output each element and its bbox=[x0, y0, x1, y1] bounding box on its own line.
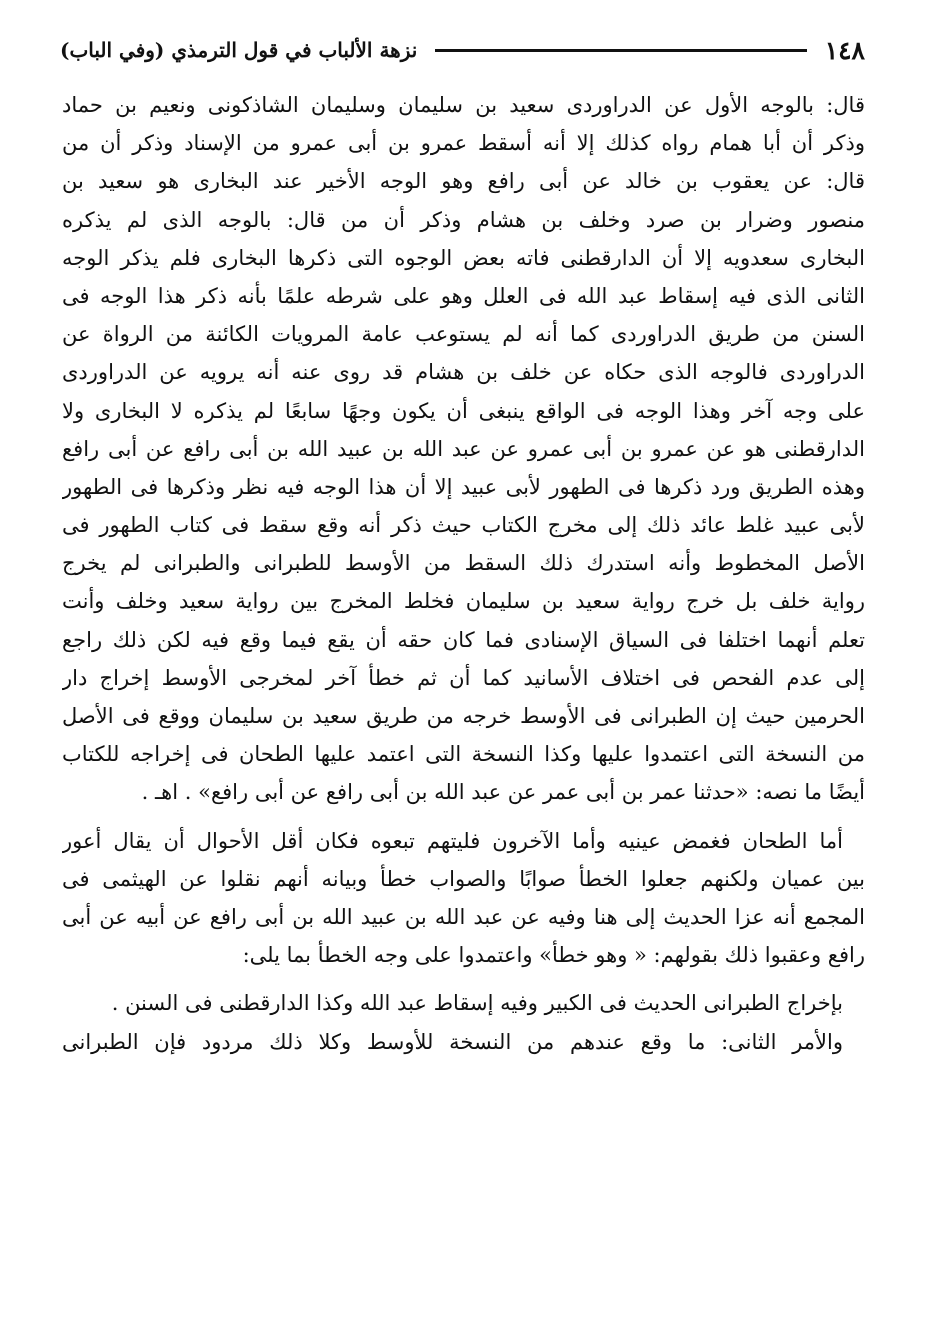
text-line: رواية خلف بل خرج رواية سعيد بن سليمان فخلط المخرج بين رواية سعيد وخلف وأنت bbox=[62, 589, 865, 614]
text-line: منصور وضرار بن صرد وخلف بن هشام وذكر أن من قال: بالوجه الذى لم يذكره bbox=[62, 207, 865, 232]
text-line: أيضًا ما نصه: «حدثنا عمر بن أبى عمر عن عبد الله بن أبى رافع عن أبى رافع» . اهـ . bbox=[141, 780, 865, 805]
text-line: من النسخة التى اعتمدوا عليها وكذا النسخة التى اعتمد عليها الطحان فى إخراجه للكتاب bbox=[62, 742, 865, 767]
paragraph-4 bbox=[62, 1023, 865, 1061]
text-line: لأبى عبيد غلط عائد ذلك إلى مخرج الكتاب حيث ذكر أنه وقع سقط فى كتاب الطهور فى bbox=[62, 513, 865, 538]
text-line: أما الطحان فغمض عينيه وأما الآخرون فليتهم تبعوه فكان أقل الأحوال أن يقال أعور bbox=[62, 828, 843, 853]
body-text bbox=[62, 86, 865, 1061]
running-title: نزهة الألباب في قول الترمذي (وفي الباب) bbox=[60, 38, 418, 62]
paragraph-gap bbox=[62, 812, 865, 822]
text-line: الثانى الذى فيه إسقاط عبد الله فى العلل وهو على شرطه علمًا بأنه ذكر هذا الوجه فى bbox=[62, 283, 865, 308]
header-rule bbox=[435, 49, 806, 52]
text-line: السنن من طريق الدراوردى كما أنه لم يستوعب عامة المرويات الكائنة من الرواة عن bbox=[62, 322, 865, 347]
text-line: على وجه آخر وهذا الوجه فى الواقع ينبغى أن يكون وجهًا سابعًا لم يذكره لا البخارى ولا bbox=[62, 398, 865, 423]
page-number: ١٤٨ bbox=[824, 35, 865, 65]
text-line: وذكر أن أبا همام رواه كذلك إلا أنه أسقط عمرو بن أبى عمرو من الإسناد وذكر أن من bbox=[62, 131, 865, 156]
paragraph-3 bbox=[62, 984, 865, 1022]
text-line: بإخراج الطبرانى الحديث فى الكبير وفيه إسقاط عبد الله وكذا الدارقطنى فى السنن . bbox=[111, 991, 843, 1016]
text-line: بين عميان ولكنهم جعلوا الخطأ صوابًا والصواب خطأ وبيانه أنهم نقلوا عن الهيثمى فى bbox=[62, 866, 865, 891]
text-line: قال: عن يعقوب بن خالد عن أبى رافع وهو الوجه الأخير عند البخارى هو سعيد بن bbox=[62, 169, 865, 194]
text-line: إلى عدم الفحص فى اختلاف الأسانيد كما أن ثم خطأ آخر لمخرجى الأوسط إخراج دار bbox=[62, 665, 865, 690]
text-line: الدارقطنى هو عن عمرو بن أبى عمرو عن عبد الله بن عبيد الله بن أبى رافع عن أبى رافع bbox=[62, 436, 865, 461]
text-line: والأمر الثانى: ما وقع عندهم من النسخة للأوسط وكلا ذلك مردود فإن الطبرانى bbox=[62, 1029, 843, 1054]
text-line: المجمع أنه عزا الحديث إلى هنا وفيه عن عبد الله بن عبيد الله بن أبى رافع عن أبيه عن أبى bbox=[62, 904, 865, 929]
paragraph-gap bbox=[62, 974, 865, 984]
text-line: الأصل المخطوط وأنه استدرك ذلك السقط من الأوسط للطبرانى والطبرانى لم يخرج bbox=[62, 551, 865, 576]
text-line: قال: بالوجه الأول عن الدراوردى سعيد بن سليمان وسليمان الشاذكونى ونعيم بن حماد bbox=[62, 93, 865, 117]
text-line: تعلم أنهما اختلفا فى السياق الإسنادى فما كان حقه أن يقع فيما وقع فيه لكن ذلك راجع bbox=[62, 627, 865, 652]
text-line: البخارى سعدويه إلا أن الدارقطنى فاته بعض الوجوه التى ذكرها البخارى فلم يذكر الوجه bbox=[62, 245, 865, 270]
page-header bbox=[60, 30, 865, 70]
paragraph-2 bbox=[62, 822, 865, 975]
paragraph-1 bbox=[62, 86, 865, 812]
text-line: رافع وعقبوا ذلك بقولهم: « وهو خطأ» واعتمدوا على وجه الخطأ بما يلى: bbox=[242, 943, 865, 968]
text-line: الحرمين حيث إن الطبرانى فى الأوسط خرجه من طريق سعيد بن سليمان ووقع فى الأصل bbox=[62, 704, 865, 728]
text-line: الدراوردى فالوجه الذى حكاه عن خلف بن هشام قد روى عنه أنه يرويه عن الدراوردى bbox=[62, 360, 865, 385]
text-line: وهذه الطريق ورد ذكرها فى الطهور لأبى عبيد إلا أن هذا الوجه فيه نظر وذكرها فى الطهور bbox=[62, 474, 865, 499]
